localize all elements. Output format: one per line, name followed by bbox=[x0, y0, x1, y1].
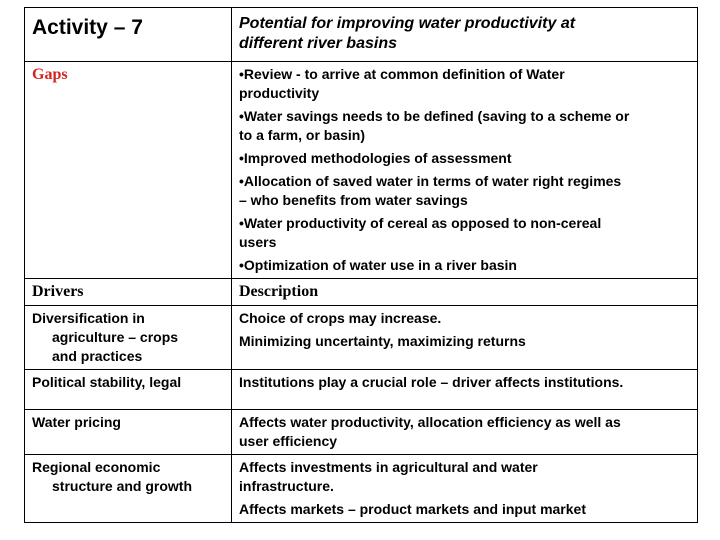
description-cell bbox=[232, 410, 698, 455]
driver-line: structure and growth bbox=[52, 478, 193, 494]
table-title-line-1: Potential for improving water productivity at bbox=[239, 15, 576, 32]
gap-item bbox=[239, 65, 690, 103]
driver-cell bbox=[25, 306, 232, 370]
driver-line: Diversification in bbox=[32, 310, 145, 326]
gap-item bbox=[239, 256, 690, 275]
description-line: Institutions play a crucial role – driver affects institutions. bbox=[239, 374, 624, 390]
driver-line: agriculture – crops bbox=[52, 329, 179, 345]
description-paragraph bbox=[239, 500, 690, 519]
description-cell bbox=[232, 306, 698, 370]
header-row bbox=[25, 8, 698, 62]
gap-line: •Water productivity of cereal as opposed to non-cereal bbox=[239, 215, 602, 231]
table-title bbox=[232, 8, 698, 62]
driver-line: Water pricing bbox=[32, 414, 121, 430]
gap-line: productivity bbox=[239, 85, 320, 101]
driver-cell bbox=[25, 370, 232, 410]
gap-line: – who benefits from water savings bbox=[239, 192, 468, 208]
gap-item bbox=[239, 149, 690, 168]
table-row bbox=[25, 306, 698, 370]
gap-line: •Review - to arrive at common definition of Water bbox=[239, 66, 565, 82]
driver-line: and practices bbox=[52, 348, 143, 364]
activity-table bbox=[24, 7, 698, 523]
gap-line: •Allocation of saved water in terms of water right regimes bbox=[239, 173, 622, 189]
description-paragraph bbox=[239, 458, 690, 496]
gaps-row bbox=[25, 62, 698, 279]
description-line: Affects markets – product markets and input market bbox=[239, 501, 586, 517]
column-header-row bbox=[25, 279, 698, 306]
gap-line: users bbox=[239, 234, 277, 250]
gap-item bbox=[239, 172, 690, 210]
description-column-header: Description bbox=[232, 279, 698, 306]
driver-line: Regional economic bbox=[32, 459, 161, 475]
drivers-column-header: Drivers bbox=[25, 279, 232, 306]
description-line: Affects water productivity, allocation efficiency as well as bbox=[239, 414, 621, 430]
description-cell bbox=[232, 455, 698, 523]
gaps-list bbox=[232, 62, 698, 279]
driver-line: Political stability, legal bbox=[32, 374, 182, 390]
description-line: Affects investments in agricultural and water bbox=[239, 459, 538, 475]
gap-item bbox=[239, 107, 690, 145]
description-line: Choice of crops may increase. bbox=[239, 310, 442, 326]
table-title-line-2: different river basins bbox=[239, 35, 397, 52]
table-row bbox=[25, 455, 698, 523]
table-row bbox=[25, 410, 698, 455]
description-line: user efficiency bbox=[239, 433, 338, 449]
gap-line: •Improved methodologies of assessment bbox=[239, 150, 512, 166]
activity-title: Activity – 7 bbox=[25, 8, 232, 62]
description-cell bbox=[232, 370, 698, 410]
driver-cell bbox=[25, 455, 232, 523]
gap-line: to a farm, or basin) bbox=[239, 127, 366, 143]
gap-line: •Water savings needs to be defined (saving to a scheme or bbox=[239, 108, 630, 124]
description-line: infrastructure. bbox=[239, 478, 334, 494]
gaps-label: Gaps bbox=[25, 62, 232, 279]
driver-cell bbox=[25, 410, 232, 455]
gap-line: •Optimization of water use in a river basin bbox=[239, 257, 517, 273]
description-line: Minimizing uncertainty, maximizing returns bbox=[239, 333, 526, 349]
table-row bbox=[25, 370, 698, 410]
gap-item bbox=[239, 214, 690, 252]
